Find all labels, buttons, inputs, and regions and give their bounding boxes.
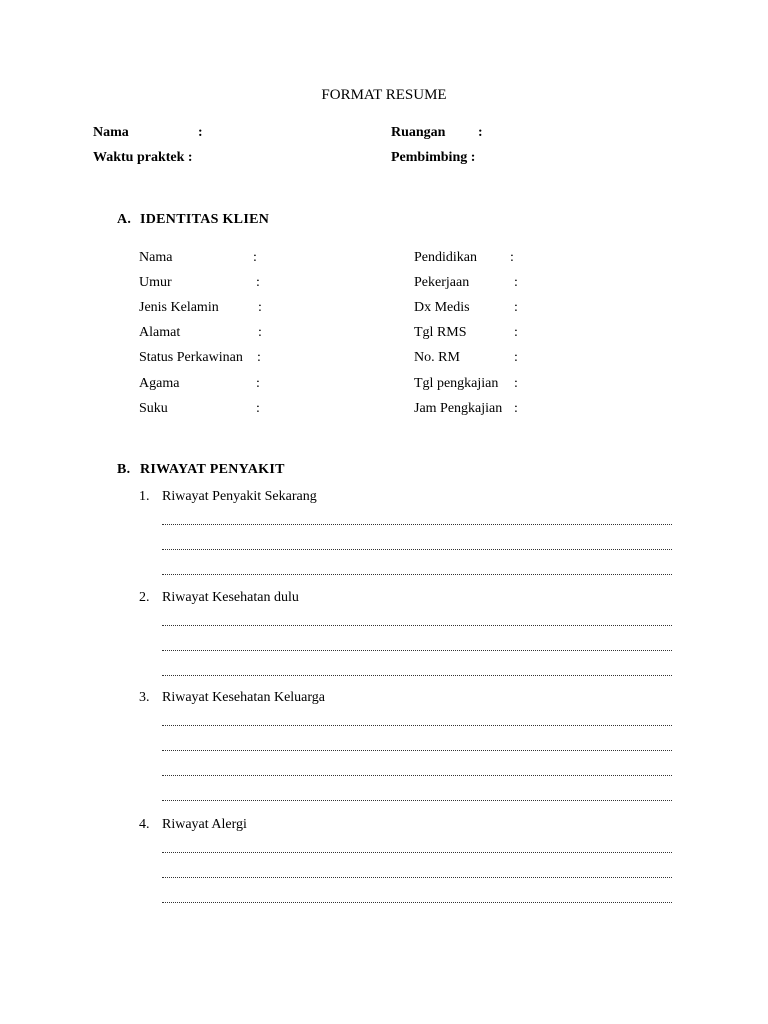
- identity-colon-left: :: [258, 300, 262, 315]
- identity-label-left: Suku: [139, 401, 168, 416]
- history-item-number: 2.: [139, 590, 150, 605]
- section-a-title: IDENTITAS KLIEN: [140, 212, 270, 227]
- identity-colon-right: :: [514, 325, 518, 340]
- identity-label-left: Status Perkawinan: [139, 350, 243, 365]
- section-b-title: RIWAYAT PENYAKIT: [140, 462, 285, 477]
- dotted-answer-line[interactable]: [162, 725, 672, 726]
- waktu-praktek-label: Waktu praktek :: [93, 150, 193, 165]
- identity-label-right: No. RM: [414, 350, 460, 365]
- dotted-answer-line[interactable]: [162, 549, 672, 550]
- dotted-answer-line[interactable]: [162, 650, 672, 651]
- identity-colon-right: :: [514, 275, 518, 290]
- identity-colon-left: :: [253, 250, 257, 265]
- dotted-answer-line[interactable]: [162, 775, 672, 776]
- identity-colon-left: :: [256, 376, 260, 391]
- page-title: FORMAT RESUME: [321, 87, 447, 103]
- identity-colon-right: :: [514, 401, 518, 416]
- identity-label-left: Nama: [139, 250, 173, 265]
- dotted-answer-line[interactable]: [162, 877, 672, 878]
- identity-label-left: Alamat: [139, 325, 181, 340]
- nama-label: Nama: [93, 125, 129, 140]
- identity-colon-left: :: [257, 350, 261, 365]
- identity-label-left: Jenis Kelamin: [139, 300, 219, 315]
- identity-colon-right: :: [514, 350, 518, 365]
- identity-label-right: Jam Pengkajian: [414, 401, 503, 416]
- identity-label-right: Pekerjaan: [414, 275, 470, 290]
- dotted-answer-line[interactable]: [162, 524, 672, 525]
- identity-label-right: Pendidikan: [414, 250, 477, 265]
- history-item-label: Riwayat Alergi: [162, 817, 247, 832]
- section-a-letter: A.: [117, 212, 132, 227]
- history-item-label: Riwayat Kesehatan dulu: [162, 590, 299, 605]
- identity-label-right: Tgl RMS: [414, 325, 467, 340]
- history-item-number: 1.: [139, 489, 150, 504]
- identity-label-right: Tgl pengkajian: [414, 376, 499, 391]
- dotted-answer-line[interactable]: [162, 675, 672, 676]
- identity-colon-right: :: [514, 376, 518, 391]
- dotted-answer-line[interactable]: [162, 574, 672, 575]
- dotted-answer-line[interactable]: [162, 902, 672, 903]
- history-item-label: Riwayat Penyakit Sekarang: [162, 489, 317, 504]
- identity-label-left: Agama: [139, 376, 180, 391]
- history-item-number: 3.: [139, 690, 150, 705]
- ruangan-label: Ruangan: [391, 125, 446, 140]
- dotted-answer-line[interactable]: [162, 852, 672, 853]
- ruangan-colon: :: [478, 125, 483, 140]
- dotted-answer-line[interactable]: [162, 800, 672, 801]
- nama-colon: :: [198, 125, 203, 140]
- dotted-answer-line[interactable]: [162, 625, 672, 626]
- section-b-letter: B.: [117, 462, 131, 477]
- identity-colon-right: :: [514, 300, 518, 315]
- history-item-label: Riwayat Kesehatan Keluarga: [162, 690, 326, 705]
- identity-colon-left: :: [258, 325, 262, 340]
- identity-colon-left: :: [256, 275, 260, 290]
- history-item-number: 4.: [139, 817, 150, 832]
- identity-label-left: Umur: [139, 275, 172, 290]
- pembimbing-label: Pembimbing :: [391, 150, 476, 165]
- identity-colon-left: :: [256, 401, 260, 416]
- dotted-answer-line[interactable]: [162, 750, 672, 751]
- identity-label-right: Dx Medis: [414, 300, 470, 315]
- identity-colon-right: :: [510, 250, 514, 265]
